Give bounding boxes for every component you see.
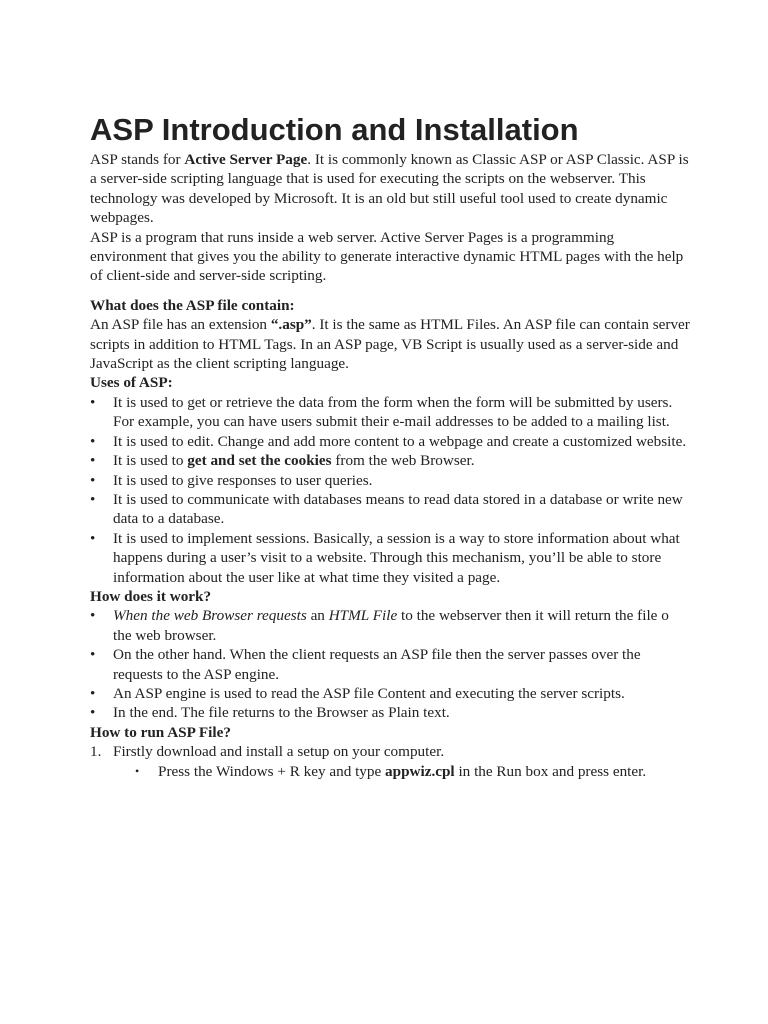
intro-text-1: ASP stands for — [90, 151, 185, 168]
intro-text-2: . It is commonly known as Classic ASP or ASP Classic. ASP is a server-side scripting language that is used for executing the scripts on the webserver. This technology was developed by Microsoft. It is an old but still useful tool used to create dynamic webpages. — [90, 151, 689, 227]
file-contain-text-1: An ASP file has an extension — [90, 316, 271, 334]
file-contain-paragraph — [90, 315, 690, 373]
how-work-list — [90, 606, 690, 722]
document-page — [90, 112, 690, 781]
list-item — [135, 762, 690, 781]
list-item: • An ASP engine is used to read the ASP file Content and executing the server scripts. — [90, 684, 690, 703]
sub-text-pre: Press the Windows + R key and type — [158, 762, 386, 780]
heading-uses: Uses of ASP: — [90, 374, 173, 392]
list-item — [90, 742, 690, 781]
uses-item3-bold: get and set the cookies — [187, 452, 332, 470]
list-item: • It is used to get or retrieve the data from the form when the form will be submitted by users. For example, you can have users submit their e-mail addresses to be added to a mailing list. — [90, 393, 690, 432]
list-item: • It is used to implement sessions. Basically, a session is a way to store information about what happens during a user’s visit to a website. Through this mechanism, you’ll be able to store information about the user like at what time they visited a page. — [90, 529, 690, 587]
how-run-list — [90, 742, 690, 781]
sub-list — [113, 762, 690, 781]
page-title: ASP Introduction and Installation — [90, 112, 579, 147]
list-item — [90, 606, 690, 645]
intro-bold-term: Active Server Page — [184, 151, 308, 168]
how-work-italic-2: HTML File — [328, 607, 398, 625]
uses-item3-post: from the web Browser. — [331, 452, 475, 470]
sub-text-bold: appwiz.cpl — [385, 762, 455, 780]
list-item: • On the other hand. When the client requests an ASP file then the server passes over the requests to the ASP engine. — [90, 645, 690, 684]
how-work-italic-1: When the web Browser requests — [113, 607, 307, 625]
how-work-text-1: an — [306, 607, 329, 625]
uses-item3-pre: It is used to — [113, 452, 188, 470]
list-item: • It is used to communicate with databases means to read data stored in a database or write new data to a database. — [90, 490, 690, 529]
step-text: Firstly download and install a setup on your computer. — [113, 743, 445, 761]
heading-file-contain: What does the ASP file contain: — [90, 296, 295, 314]
intro-paragraph-2: ASP is a program that runs inside a web server. Active Server Pages is a programming environment that gives you the ability to generate interactive dynamic HTML pages with the help of client-side and server-side scripting. — [90, 228, 684, 285]
sub-text-post: in the Run box and press enter. — [454, 762, 647, 780]
heading-how-run: How to run ASP File? — [90, 723, 231, 741]
list-item — [90, 451, 690, 470]
list-item: • It is used to edit. Change and add more content to a webpage and create a customized website. — [90, 432, 690, 451]
list-item: • It is used to give responses to user queries. — [90, 471, 690, 490]
list-item: • In the end. The file returns to the Browser as Plain text. — [90, 703, 690, 722]
file-contain-text-2: . It is the same as HTML Files. An ASP file can contain server scripts in addition to HTML Tags. In an ASP page, VB Script is usually used as a server-side and JavaScript as the client scripting language. — [90, 316, 690, 373]
uses-list — [90, 393, 690, 587]
how-work-text-2: to the webserver then it will return the file o the web browser. — [113, 607, 669, 644]
step-number: 1. — [90, 743, 102, 761]
intro-paragraph-1 — [90, 150, 690, 228]
file-extension: “.asp” — [270, 316, 312, 334]
heading-how-work: How does it work? — [90, 587, 212, 605]
